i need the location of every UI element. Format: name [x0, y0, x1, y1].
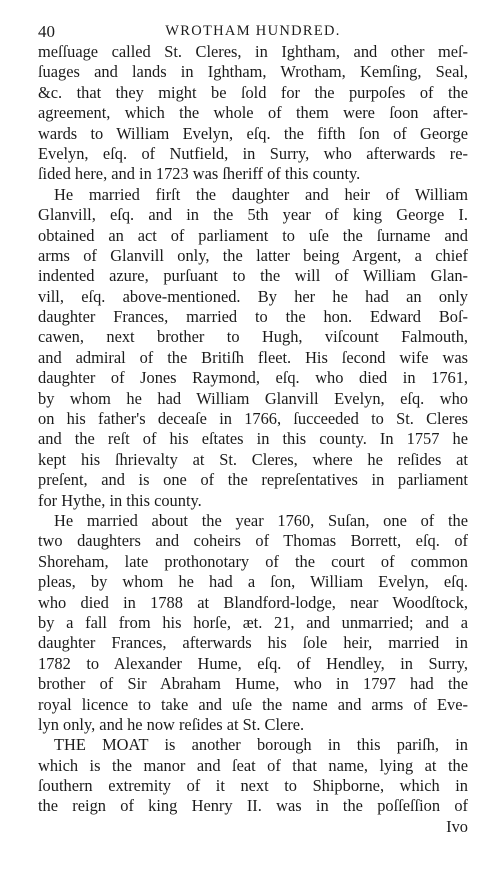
text-line: ſuages and lands in Ightham, Wrotham, Kemſing, Seal,	[38, 62, 468, 82]
text-line: two daughters and coheirs of Thomas Borrett, eſq. of	[38, 531, 468, 551]
text-line: daughter Frances, married to the hon. Edward Boſ-	[38, 307, 468, 327]
text-line: meſſuage called St. Cleres, in Ightham, and other meſ-	[38, 42, 468, 61]
text-line: and the reſt of his eſtates in this county. In 1757 he	[38, 429, 468, 449]
running-title: WROTHAM HUNDRED.	[165, 23, 341, 39]
text-line: the reign of king Henry II. was in the poſſeſſion of	[38, 796, 468, 816]
text-line: ſided here, and in 1723 was ſheriff of this county.	[38, 164, 361, 184]
text-line: which is the manor and ſeat of that name, lying at the	[38, 755, 468, 775]
text-line: wards to William Evelyn, eſq. the fifth ſon of George	[38, 123, 468, 143]
body-text	[38, 42, 468, 837]
text-line: for Hythe, in this county.	[38, 490, 202, 510]
text-line: ſouthern extremity of it next to Shipborne, which in	[38, 776, 468, 796]
text-line: Glanvill, eſq. and in the 5th year of king George I.	[38, 205, 468, 225]
text-line: brother of Sir Abraham Hume, who in 1797 had the	[38, 674, 468, 694]
text-line: &c. that they might be ſold for the purpoſes of the	[38, 82, 468, 102]
text-line: Shoreham, late prothonotary of the court of common	[38, 551, 468, 571]
text-line: arms of Glanvill only, the latter being Argent, a chief	[38, 245, 468, 265]
text-line: on his father's deceaſe in 1766, ſucceeded to St. Cleres	[38, 409, 468, 429]
text-line: 1782 to Alexander Hume, eſq. of Hendley, in Surry,	[38, 653, 468, 673]
text-line: daughter of Jones Raymond, eſq. who died in 1761,	[38, 368, 468, 388]
text-line: pleas, by whom he had a ſon, William Evelyn, eſq.	[38, 572, 468, 592]
text-line: cawen, next brother to Hugh, viſcount Falmouth,	[38, 327, 468, 347]
page-number: 40	[38, 22, 55, 41]
running-head	[38, 22, 468, 42]
text-line: obtained an act of parliament to uſe the ſurname and	[38, 225, 468, 245]
text-line: agreement, which the whole of them were ſoon after-	[38, 103, 468, 123]
text-line: vill, eſq. above-mentioned. By her he had an only	[38, 286, 468, 306]
text-line: lyn only, and he now reſides at St. Clere.	[38, 714, 305, 734]
text-line: Evelyn, eſq. of Nutfield, in Surry, who afterwards re-	[38, 143, 468, 163]
text-line: by whom he had William Glanvill Evelyn, eſq. who	[38, 388, 468, 408]
text-line: and admiral of the Britiſh fleet. His ſecond wife was	[38, 347, 468, 367]
text-line: daughter Frances, afterwards his ſole heir, married in	[38, 633, 468, 653]
paragraph-first-line: He married about the year 1760, Suſan, one of the	[54, 510, 468, 530]
text-line: royal licence to take and uſe the name and arms of Eve-	[38, 694, 468, 714]
text-line: preſent, and is one of the repreſentatives in parliament	[38, 470, 468, 490]
catchword: Ivo	[446, 816, 468, 836]
text-line: by a fall from his horſe, æt. 21, and unmarried; and a	[38, 612, 468, 632]
text-line: who died in 1788 at Blandford-lodge, near Woodſtock,	[38, 592, 468, 612]
paragraph-first-line: THE MOAT is another borough in this pariſh, in	[54, 735, 468, 755]
paragraph-first-line: He married firſt the daughter and heir of William	[54, 184, 468, 204]
text-line: indented azure, purſuant to the will of William Glan-	[38, 266, 468, 286]
text-line: kept his ſhrievalty at St. Cleres, where he reſides at	[38, 449, 468, 469]
